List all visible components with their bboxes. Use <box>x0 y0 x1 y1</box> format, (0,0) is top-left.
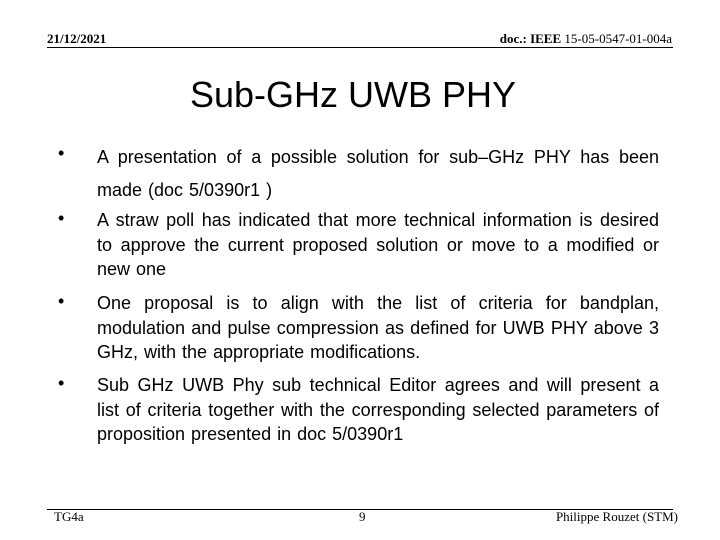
bullet-text: One proposal is to align with the list of criteria for bandplan, modulation and pulse compression as defined for UWB PHY above 3 GHz, with the appropriate modifications. <box>97 293 659 362</box>
footer-group-label: TG4a <box>54 509 84 524</box>
slide-title: Sub-GHz UWB PHY <box>189 74 517 115</box>
bullet-marker: • <box>58 143 65 163</box>
footer-author: Philippe Rouzet (STM) <box>555 509 678 524</box>
bullet-marker: • <box>58 373 65 393</box>
header-date: 21/12/2021 <box>47 31 107 46</box>
bullet-marker: • <box>58 291 65 311</box>
bullet-text: A straw poll has indicated that more technical information is desired to approve the current proposed solution or move to a modified or new one <box>97 210 659 279</box>
bullet-text: A presentation of a possible solution for sub–GHz PHY has been made (doc 5/0390r1 ) <box>97 147 659 200</box>
header-doc-prefix: doc.: IEEE <box>499 31 562 46</box>
page-number: 9 <box>359 509 366 524</box>
bullet-marker: • <box>58 208 65 228</box>
header-doc-number: 15-05-0547-01-004a <box>564 31 672 46</box>
bullet-text: Sub GHz UWB Phy sub technical Editor agrees and will present a list of criteria together with the corresponding selected parameters of proposition presented in doc 5/0390r1 <box>97 375 659 444</box>
